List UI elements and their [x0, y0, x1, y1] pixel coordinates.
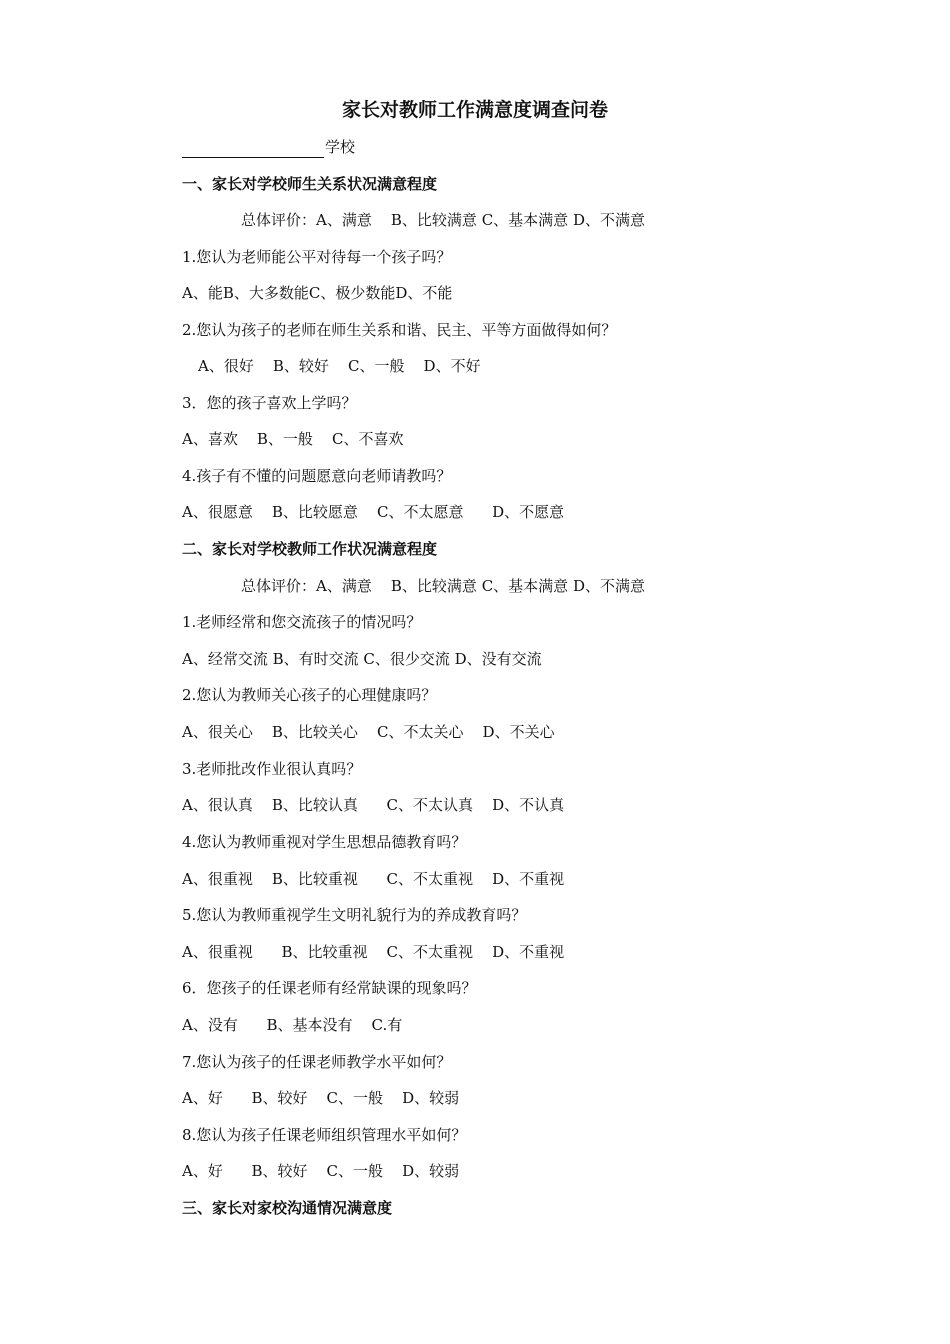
answer-options: A、很愿意 B、比较愿意 C、不太愿意 D、不愿意: [182, 503, 565, 521]
answer-options: A、很重视 B、比较重视 C、不太重视 D、不重视: [182, 943, 565, 961]
question: 6．您孩子的任课老师有经常缺课的现象吗？: [182, 979, 477, 997]
answer-options: A、经常交流 B、有时交流 C、很少交流 D、没有交流: [182, 650, 542, 668]
answer-options: A、好 B、较好 C、一般 D、较弱: [182, 1089, 460, 1107]
question: 2.您认为教师关心孩子的心理健康吗？: [182, 686, 437, 704]
answer-options: A、很重视 B、比较重视 C、不太重视 D、不重视: [182, 870, 565, 888]
section-heading: 三、家长对家校沟通情况满意度: [182, 1199, 393, 1217]
question: 4.您认为教师重视对学生思想品德教育吗？: [182, 833, 467, 851]
answer-options: A、好 B、较好 C、一般 D、较弱: [182, 1162, 460, 1180]
answer-options: A、很认真 B、比较认真 C、不太认真 D、不认真: [182, 796, 565, 814]
question: 3．您的孩子喜欢上学吗？: [182, 394, 357, 412]
question: 3.老师批改作业很认真吗？: [182, 760, 362, 778]
answer-options: A、很关心 B、比较关心 C、不太关心 D、不关心: [182, 723, 555, 741]
section-heading: 一、家长对学校师生关系状况满意程度: [182, 175, 438, 193]
answer-options: A、喜欢 B、一般 C、不喜欢: [182, 430, 404, 448]
question: 8.您认为孩子任课老师组织管理水平如何？: [182, 1126, 467, 1144]
overall-rating: 总体评价：A、满意 B、比较满意 C、基本满意 D、不满意: [241, 211, 645, 229]
school-label: 学校: [325, 138, 356, 156]
question: 1.您认为老师能公平对待每一个孩子吗？: [182, 248, 452, 266]
overall-rating: 总体评价：A、满意 B、比较满意 C、基本满意 D、不满意: [241, 577, 645, 595]
question: 4.孩子有不懂的问题愿意向老师请教吗？: [182, 467, 452, 485]
section-heading: 二、家长对学校教师工作状况满意程度: [182, 540, 438, 558]
answer-options: A、很好 B、较好 C、一般 D、不好: [198, 357, 481, 375]
document-title: 家长对教师工作满意度调查问卷: [341, 99, 608, 121]
question: 1.老师经常和您交流孩子的情况吗？: [182, 613, 422, 631]
question: 7.您认为孩子的任课老师教学水平如何？: [182, 1053, 452, 1071]
answer-options: A、能B、大多数能C、极少数能D、不能: [182, 284, 453, 302]
school-line: [182, 136, 355, 158]
question: 2.您认为孩子的老师在师生关系和谐、民主、平等方面做得如何？: [182, 321, 617, 339]
answer-options: A、没有 B、基本没有 C.有: [182, 1016, 403, 1034]
question: 5.您认为教师重视学生文明礼貌行为的养成教育吗？: [182, 906, 527, 924]
school-name-blank: [182, 141, 324, 158]
